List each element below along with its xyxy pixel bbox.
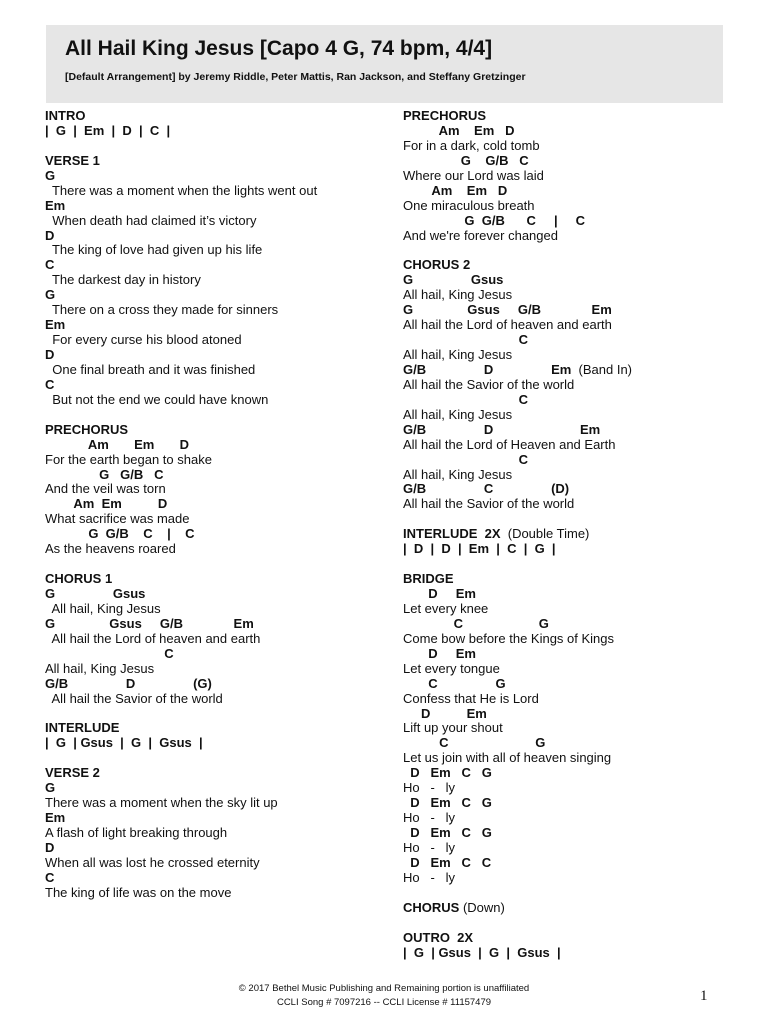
left-line-text: Em xyxy=(45,317,66,333)
lyric-line xyxy=(45,303,385,318)
chord-line xyxy=(45,677,385,692)
lyric-line xyxy=(403,288,733,303)
chord-line xyxy=(45,199,385,214)
right-line-text: All hail the Savior of the world xyxy=(403,496,575,512)
chord-line xyxy=(45,169,385,184)
left-line-text: But not the end we could have known xyxy=(45,391,269,407)
section-heading xyxy=(45,572,385,587)
chord-line xyxy=(403,856,733,871)
left-line-text: All hail the Savior of the world xyxy=(45,690,223,706)
right-line-text: G/B D Em xyxy=(403,421,601,437)
chord-line xyxy=(403,482,733,497)
lyric-line xyxy=(45,453,385,468)
right-line-text: D Em xyxy=(403,645,476,661)
section-heading xyxy=(403,527,733,542)
chord-line xyxy=(45,348,385,363)
left-line-text: VERSE 2 xyxy=(45,765,100,781)
lyric-line xyxy=(403,139,733,154)
chord-line xyxy=(45,258,385,273)
chord-bar-line xyxy=(403,542,733,557)
right-line-text: Let us join with all of heaven singing xyxy=(403,750,612,766)
right-line-text: Ho - ly xyxy=(403,869,456,885)
spacer xyxy=(45,557,385,572)
lyric-line xyxy=(403,199,733,214)
right-line-text: Am Em D xyxy=(403,122,515,138)
lyric-line xyxy=(403,378,733,393)
spacer xyxy=(403,886,733,901)
right-line-text: Am Em D xyxy=(403,182,508,198)
lyric-line xyxy=(45,602,385,617)
lyric-line xyxy=(403,662,733,677)
left-line-text: INTERLUDE xyxy=(45,720,120,736)
right-line-text: Come bow before the Kings of Kings xyxy=(403,630,615,646)
right-line-text: D Em C G xyxy=(403,765,492,781)
right-line-text: PRECHORUS xyxy=(403,108,487,123)
chord-bar-line xyxy=(45,736,385,751)
chord-line xyxy=(403,647,733,662)
performance-note: (Double Time) xyxy=(500,526,590,542)
lyric-line xyxy=(45,632,385,647)
left-line-text: G xyxy=(45,780,56,796)
right-line-text: All hail, King Jesus xyxy=(403,466,513,482)
lyric-line xyxy=(403,871,733,886)
spacer xyxy=(403,916,733,931)
right-line-text: Lift up your shout xyxy=(403,720,503,736)
right-line-text: All hail the Lord of heaven and earth xyxy=(403,317,612,333)
lyric-line xyxy=(45,273,385,288)
left-line-text: C xyxy=(45,645,174,661)
chord-line xyxy=(403,707,733,722)
section-heading xyxy=(403,258,733,273)
left-line-text: A flash of light breaking through xyxy=(45,825,228,840)
chord-line xyxy=(403,363,733,378)
left-line-text: G Gsus xyxy=(45,586,146,601)
chord-line xyxy=(403,214,733,229)
right-line-text: Ho - ly xyxy=(403,839,456,855)
lyric-line xyxy=(45,512,385,527)
chord-line xyxy=(403,333,733,348)
page-number: 1 xyxy=(700,988,708,1004)
chord-line xyxy=(403,677,733,692)
ccli-line: CCLI Song # 7097216 -- CCLI License # 11157479 xyxy=(276,997,492,1008)
chord-line xyxy=(403,423,733,438)
lyric-line xyxy=(403,841,733,856)
lyric-line xyxy=(45,796,385,811)
song-header xyxy=(46,25,723,103)
chord-line xyxy=(403,124,733,139)
chord-line xyxy=(45,497,385,512)
left-line-text: For every curse his blood atoned xyxy=(45,332,242,348)
section-heading xyxy=(403,931,733,946)
lyric-line xyxy=(403,229,733,244)
chord-line xyxy=(45,811,385,826)
spacer xyxy=(45,751,385,766)
left-line-text: G/B D (G) xyxy=(45,675,212,691)
chord-line xyxy=(403,826,733,841)
chord-line xyxy=(45,647,385,662)
lyric-line xyxy=(45,826,385,841)
left-line-text: G xyxy=(45,287,56,303)
chord-line xyxy=(403,587,733,602)
left-line-text: There was a moment when the lights went out xyxy=(45,182,318,198)
chord-line xyxy=(45,468,385,483)
right-line-text: All hail, King Jesus xyxy=(403,347,513,362)
lyric-line xyxy=(45,662,385,677)
lyric-line xyxy=(403,811,733,826)
left-line-text: D xyxy=(45,347,55,362)
chord-line xyxy=(45,871,385,886)
chord-line xyxy=(403,617,733,632)
right-line-text: OUTRO 2X xyxy=(403,929,474,945)
left-line-text: VERSE 1 xyxy=(45,152,100,168)
lyric-line xyxy=(45,214,385,229)
lyric-line xyxy=(403,468,733,483)
song-credits: [Default Arrangement] by Jeremy Riddle, Peter Mattis, Ran Jackson, and Steffany Gretzinger xyxy=(65,71,526,83)
chord-line xyxy=(403,766,733,781)
section-heading xyxy=(45,721,385,736)
section-heading xyxy=(45,154,385,169)
chord-line xyxy=(403,303,733,318)
lyric-line xyxy=(45,856,385,871)
left-line-text: G Gsus G/B Em xyxy=(45,615,254,631)
right-line-text: All hail, King Jesus xyxy=(403,406,513,422)
section-heading xyxy=(403,572,733,587)
left-line-text: All hail the Lord of heaven and earth xyxy=(45,630,261,646)
copyright-line: © 2017 Bethel Music Publishing and Remaining portion is unaffiliated xyxy=(238,983,530,994)
left-line-text: All hail, King Jesus xyxy=(45,660,155,676)
right-line-text: All hail the Savior of the world xyxy=(403,376,575,392)
section-heading xyxy=(45,423,385,438)
right-line-text: Let every knee xyxy=(403,600,489,616)
footer xyxy=(0,982,768,1010)
left-line-text: For the earth began to shake xyxy=(45,451,212,467)
right-line-text: One miraculous breath xyxy=(403,197,535,213)
right-line-text: D Em C G xyxy=(403,795,492,811)
chord-line xyxy=(45,527,385,542)
lyric-line xyxy=(45,184,385,199)
chord-line xyxy=(403,393,733,408)
song-title: All Hail King Jesus [Capo 4 G, 74 bpm, 4/4] xyxy=(65,37,493,60)
right-line-text: C G xyxy=(403,675,506,691)
lyric-line xyxy=(403,318,733,333)
chord-line xyxy=(45,587,385,602)
left-line-text: D xyxy=(45,839,55,855)
left-line-text: PRECHORUS xyxy=(45,421,129,437)
right-line-text: Confess that He is Lord xyxy=(403,690,539,706)
chord-line xyxy=(45,438,385,453)
right-line-text: INTERLUDE 2X xyxy=(403,526,501,542)
right-line-text: G/B C (D) xyxy=(403,481,570,497)
performance-note: (Down) xyxy=(459,899,505,915)
right-line-text: | D | D | Em | C | G | xyxy=(403,541,556,557)
right-line-text: Ho - ly xyxy=(403,810,456,826)
right-line-text: And we're forever changed xyxy=(403,227,558,243)
lyric-line xyxy=(45,393,385,408)
chord-line xyxy=(45,841,385,856)
section-heading xyxy=(45,766,385,781)
right-line-text: CHORUS 2 xyxy=(403,257,471,273)
right-line-text: C G xyxy=(403,615,549,631)
right-line-text: D Em xyxy=(403,586,476,601)
chord-line xyxy=(403,273,733,288)
lyric-line xyxy=(403,692,733,707)
lyric-line xyxy=(403,169,733,184)
lyric-line xyxy=(403,781,733,796)
left-line-text: G G/B C | C xyxy=(45,526,195,542)
left-line-text: There on a cross they made for sinners xyxy=(45,302,279,318)
right-line-text: C G xyxy=(403,735,546,751)
left-line-text: INTRO xyxy=(45,108,86,123)
performance-note: (Band In) xyxy=(571,361,633,377)
spacer xyxy=(45,707,385,722)
left-line-text: Am Em D xyxy=(45,436,189,452)
lyric-line xyxy=(45,243,385,258)
left-line-text: G xyxy=(45,167,56,183)
left-line-text: The king of life was on the move xyxy=(45,884,232,900)
right-line-text: All hail the Lord of Heaven and Earth xyxy=(403,436,616,452)
chord-line xyxy=(45,288,385,303)
chord-line xyxy=(45,617,385,632)
section-heading xyxy=(403,109,733,124)
left-line-text: G G/B C xyxy=(45,466,164,482)
right-line-text: | G | Gsus | G | Gsus | xyxy=(403,944,561,960)
chord-line xyxy=(45,378,385,393)
spacer xyxy=(45,408,385,423)
lyric-line xyxy=(45,363,385,378)
left-line-text: Am Em D xyxy=(45,496,168,512)
right-line-text: All hail, King Jesus xyxy=(403,287,513,303)
right-line-text: CHORUS xyxy=(403,899,460,915)
chord-line xyxy=(45,229,385,244)
left-line-text: Em xyxy=(45,810,66,826)
left-line-text: C xyxy=(45,257,55,273)
right-line-text: G Gsus G/B Em xyxy=(403,302,612,318)
right-line-text: For in a dark, cold tomb xyxy=(403,137,540,153)
chord-bar-line xyxy=(45,124,385,139)
left-line-text: The darkest day in history xyxy=(45,272,201,288)
left-line-text: And the veil was torn xyxy=(45,481,166,497)
lyric-line xyxy=(45,333,385,348)
section-heading xyxy=(45,109,385,124)
lyric-line xyxy=(403,721,733,736)
left-line-text: All hail, King Jesus xyxy=(45,600,161,616)
left-line-text: When death had claimed it’s victory xyxy=(45,212,257,228)
right-line-text: C xyxy=(403,332,528,348)
lyric-line xyxy=(403,632,733,647)
right-line-text: Where our Lord was laid xyxy=(403,167,544,183)
lyric-line xyxy=(45,886,385,901)
lyric-line xyxy=(403,602,733,617)
left-line-text: C xyxy=(45,869,55,885)
lyric-line xyxy=(403,348,733,363)
chord-line xyxy=(45,318,385,333)
left-line-text: One final breath and it was finished xyxy=(45,361,256,377)
left-line-text: What sacrifice was made xyxy=(45,511,190,527)
spacer xyxy=(403,512,733,527)
chord-line xyxy=(403,736,733,751)
left-column xyxy=(45,109,385,901)
right-line-text: D Em C C xyxy=(403,854,492,870)
left-line-text: The king of love had given up his life xyxy=(45,242,263,258)
right-line-text: C xyxy=(403,391,528,407)
right-line-text: C xyxy=(403,451,528,467)
left-line-text: As the heavens roared xyxy=(45,541,176,557)
chord-bar-line xyxy=(403,946,733,961)
spacer xyxy=(403,557,733,572)
section-heading xyxy=(403,901,733,916)
right-line-text: BRIDGE xyxy=(403,571,454,587)
lyric-line xyxy=(403,408,733,423)
right-line-text: D Em C G xyxy=(403,825,492,840)
left-line-text: When all was lost he crossed eternity xyxy=(45,854,260,870)
left-line-text: D xyxy=(45,227,55,243)
spacer xyxy=(403,243,733,258)
lyric-line xyxy=(403,438,733,453)
right-line-text: G G/B C xyxy=(403,152,529,168)
right-line-text: G G/B C | C xyxy=(403,212,586,228)
right-line-text: G/B D Em xyxy=(403,361,572,377)
left-line-text: There was a moment when the sky lit up xyxy=(45,795,278,811)
right-line-text: Ho - ly xyxy=(403,780,456,796)
chord-line xyxy=(403,184,733,199)
lyric-line xyxy=(45,542,385,557)
lyric-line xyxy=(45,692,385,707)
right-line-text: Let every tongue xyxy=(403,660,500,676)
lyric-line xyxy=(403,751,733,766)
lyric-line xyxy=(45,482,385,497)
spacer xyxy=(45,139,385,154)
right-column xyxy=(403,109,733,960)
left-line-text: CHORUS 1 xyxy=(45,571,113,587)
left-line-text: C xyxy=(45,376,55,392)
chord-line xyxy=(403,154,733,169)
chord-line xyxy=(403,453,733,468)
chord-line xyxy=(45,781,385,796)
left-line-text: | G | Gsus | G | Gsus | xyxy=(45,735,203,751)
lyric-line xyxy=(403,497,733,512)
left-line-text: Em xyxy=(45,197,66,213)
right-line-text: G Gsus xyxy=(403,272,504,288)
chord-line xyxy=(403,796,733,811)
left-line-text: | G | Em | D | C | xyxy=(45,122,171,138)
right-line-text: D Em xyxy=(403,705,487,721)
